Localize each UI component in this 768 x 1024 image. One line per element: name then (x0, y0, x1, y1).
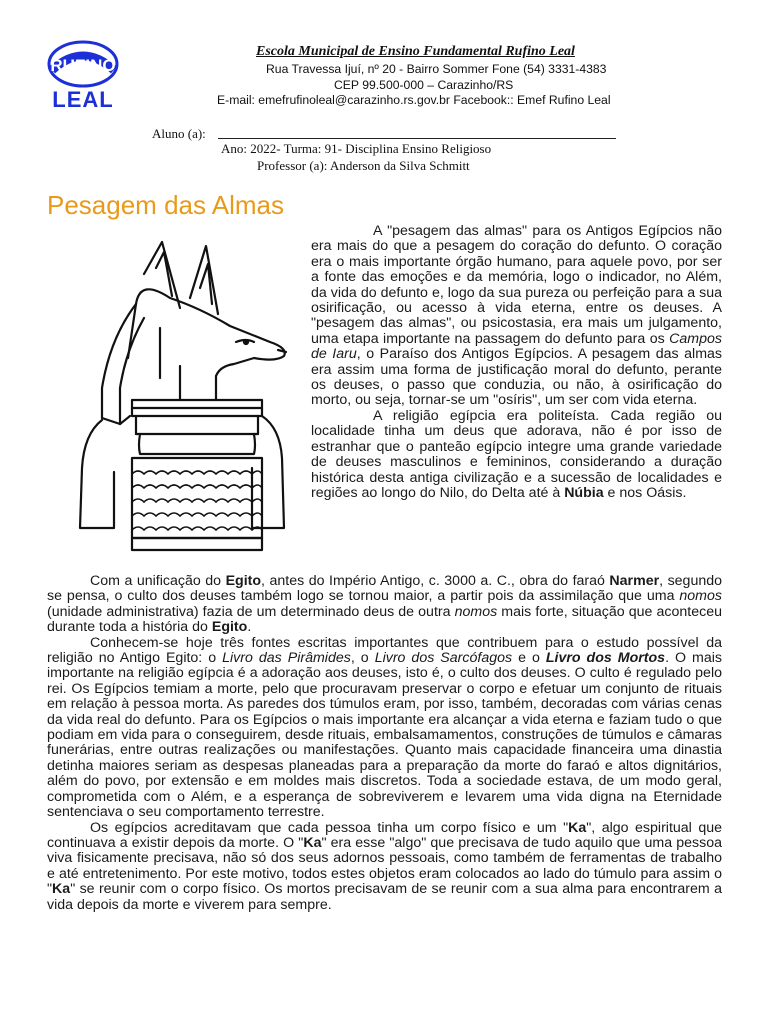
text-run: Livro das Pirâmides (222, 650, 351, 667)
school-logo (40, 40, 126, 112)
text-run: , antes do Império Antigo, c. 3000 a. C., obra do faraó (261, 573, 610, 589)
text-run: Narmer (609, 573, 660, 589)
school-contact: E-mail: emefrufinoleal@carazinho.rs.gov.br Facebook:: Emef Rufino Leal (217, 93, 611, 107)
text-run: A religião egípcia era politeísta. Cada região ou localidade tinha um deus que adorava, não é por isso de estranhar que o panteão egípcio integre uma grande variedade de deuses masculinos e femininos, considerando a duração histórica desta antiga civilização e a sucessão de localidades e regiões ao longo do Nilo, do Delta até à (311, 407, 722, 501)
text-run: Livro dos Sarcófagos (374, 650, 513, 667)
text-run: Ka (303, 834, 322, 851)
professor-line: Professor (a): Anderson da Silva Schmitt (257, 158, 470, 173)
school-cep: CEP 99.500-000 – Carazinho/RS (334, 78, 514, 92)
paragraph-5 (47, 821, 722, 913)
text-run: mais forte, situação que aconteceu durante toda a história do (47, 603, 722, 636)
paragraph-2 (311, 409, 722, 501)
text-run: , o (350, 650, 375, 667)
paragraph-3 (47, 574, 722, 636)
text-run: nomos (679, 588, 722, 605)
text-run: . O mais importante na religião egípcia é a adoração aos deuses, isto é, o culto dos deuses. O culto é regulado pelo rei. Os Egípcios temiam a morte, pelo que procuravam preservar o corpo e efetuar um conjunto de rituais em relação à pessoa morta. As paredes dos túmulos eram, por isso, também, decoradas com várias cenas da vida real do defunto. Para os Egípcios o mais importante era alcançar a vida eterna e faziam tudo o que podiam em vida para o conseguirem, desde rituais, embalsamamentos, construções de túmulos e câmaras funerárias, entre outras realizações ou manifestações. Quanto mais capacidade financeira uma dinastia detinha maiores seriam as despesas planeadas para a preparação da morte do faraó e altos dignitários, além do povo, por extensão e em moldes mais discretos. Toda a sociedade estava, de um modo geral, comprometida com o Além, e a esperança de sobreviverem e levarem uma vida digna na Eternidade sentenciava o seu comportamento terrestre. (47, 650, 723, 821)
aluno-label: Aluno (a): (152, 126, 206, 141)
ano-turma-line: Ano: 2022- Turma: 91- Disciplina Ensino Religioso (221, 141, 492, 156)
text-run: Os egípcios acreditavam que cada pessoa tinha um corpo físico e um " (90, 819, 569, 836)
text-run: " era esse "algo" que precisava de tudo aquilo que uma pessoa viva fisicamente precisava, não só dos seus adornos pessoais, como também de ferramentas de trabalho e até entretenimento. Por este motivo, todos estes objetos eram colocados ao lado do túmulo para assim o " (47, 834, 722, 898)
text-run: Ka (568, 819, 587, 836)
text-run: Campos de Iaru (311, 330, 722, 363)
text-run: , o Paraíso dos Antigos Egípcios. A pesagem das almas era assim uma forma de justificação moral do defunto, perante os deuses, o passo que conduzia, ou não, à osirificação do morto, ou seja, tornar-se um "osíris", um ser com vida eterna. (311, 346, 723, 409)
text-run: e nos Oásis. (603, 484, 687, 501)
text-run: (unidade administrativa) fazia de um determinado deus de outra (47, 603, 455, 620)
text-run: ", algo espiritual que continuava a existir depois da morte. O " (47, 819, 722, 851)
text-run: Egito (225, 573, 262, 589)
text-run: Ka (52, 881, 71, 898)
text-run: . (247, 619, 252, 636)
text-run: Conhecem-se hoje três fontes escritas importantes que contribuem para o estudo possível da religião no Antigo Egito: o (47, 634, 722, 667)
text-run: A "pesagem das almas" para os Antigos Egípcios não era mais do que a pesagem do coração do defunto. O coração era o mais importante órgão humano, para aquele povo, por ser a fonte das emoções e da memória, logo o indicador, no Além, da vida do defunto e, logo da sua pureza ou perfeição para a sua osirificação, ou acesso à vida eterna, entre os deuses. A "pesagem das almas", ou psicostasia, era mais um julgamento, uma etapa importante na passagem do defunto para os (311, 223, 722, 347)
text-run: Livro dos Mortos (545, 650, 666, 667)
text-run: e o (512, 650, 546, 667)
logo-text-top: RUFINO (50, 56, 116, 75)
logo-text-bottom: LEAL (52, 87, 114, 112)
aluno-blank-line (218, 138, 616, 139)
school-name: Escola Municipal de Ensino Fundamental Rufino Leal (256, 44, 575, 59)
anubis-illustration (40, 238, 302, 568)
paragraph-1 (311, 224, 722, 409)
text-run: Com a unificação do (90, 573, 226, 589)
text-run: Egito (211, 619, 248, 636)
paragraph-4 (47, 636, 722, 821)
text-run: Núbia (564, 484, 604, 501)
page-title: Pesagem das Almas (47, 190, 285, 220)
text-run: " se reunir com o corpo físico. Os mortos precisavam de se reunir com a sua alma para encontrarem a vida depois da morte e viverem para sempre. (47, 881, 722, 913)
text-run: nomos (454, 603, 498, 620)
intro-column (311, 224, 722, 501)
text-run: , segundo se pensa, o culto dos deuses também logo se tornou maior, a partir pois da assimilação que uma (47, 573, 723, 605)
body-column (47, 574, 722, 913)
school-address: Rua Travessa Ijuí, nº 20 - Bairro Sommer Fone (54) 3331-4383 (266, 62, 607, 76)
